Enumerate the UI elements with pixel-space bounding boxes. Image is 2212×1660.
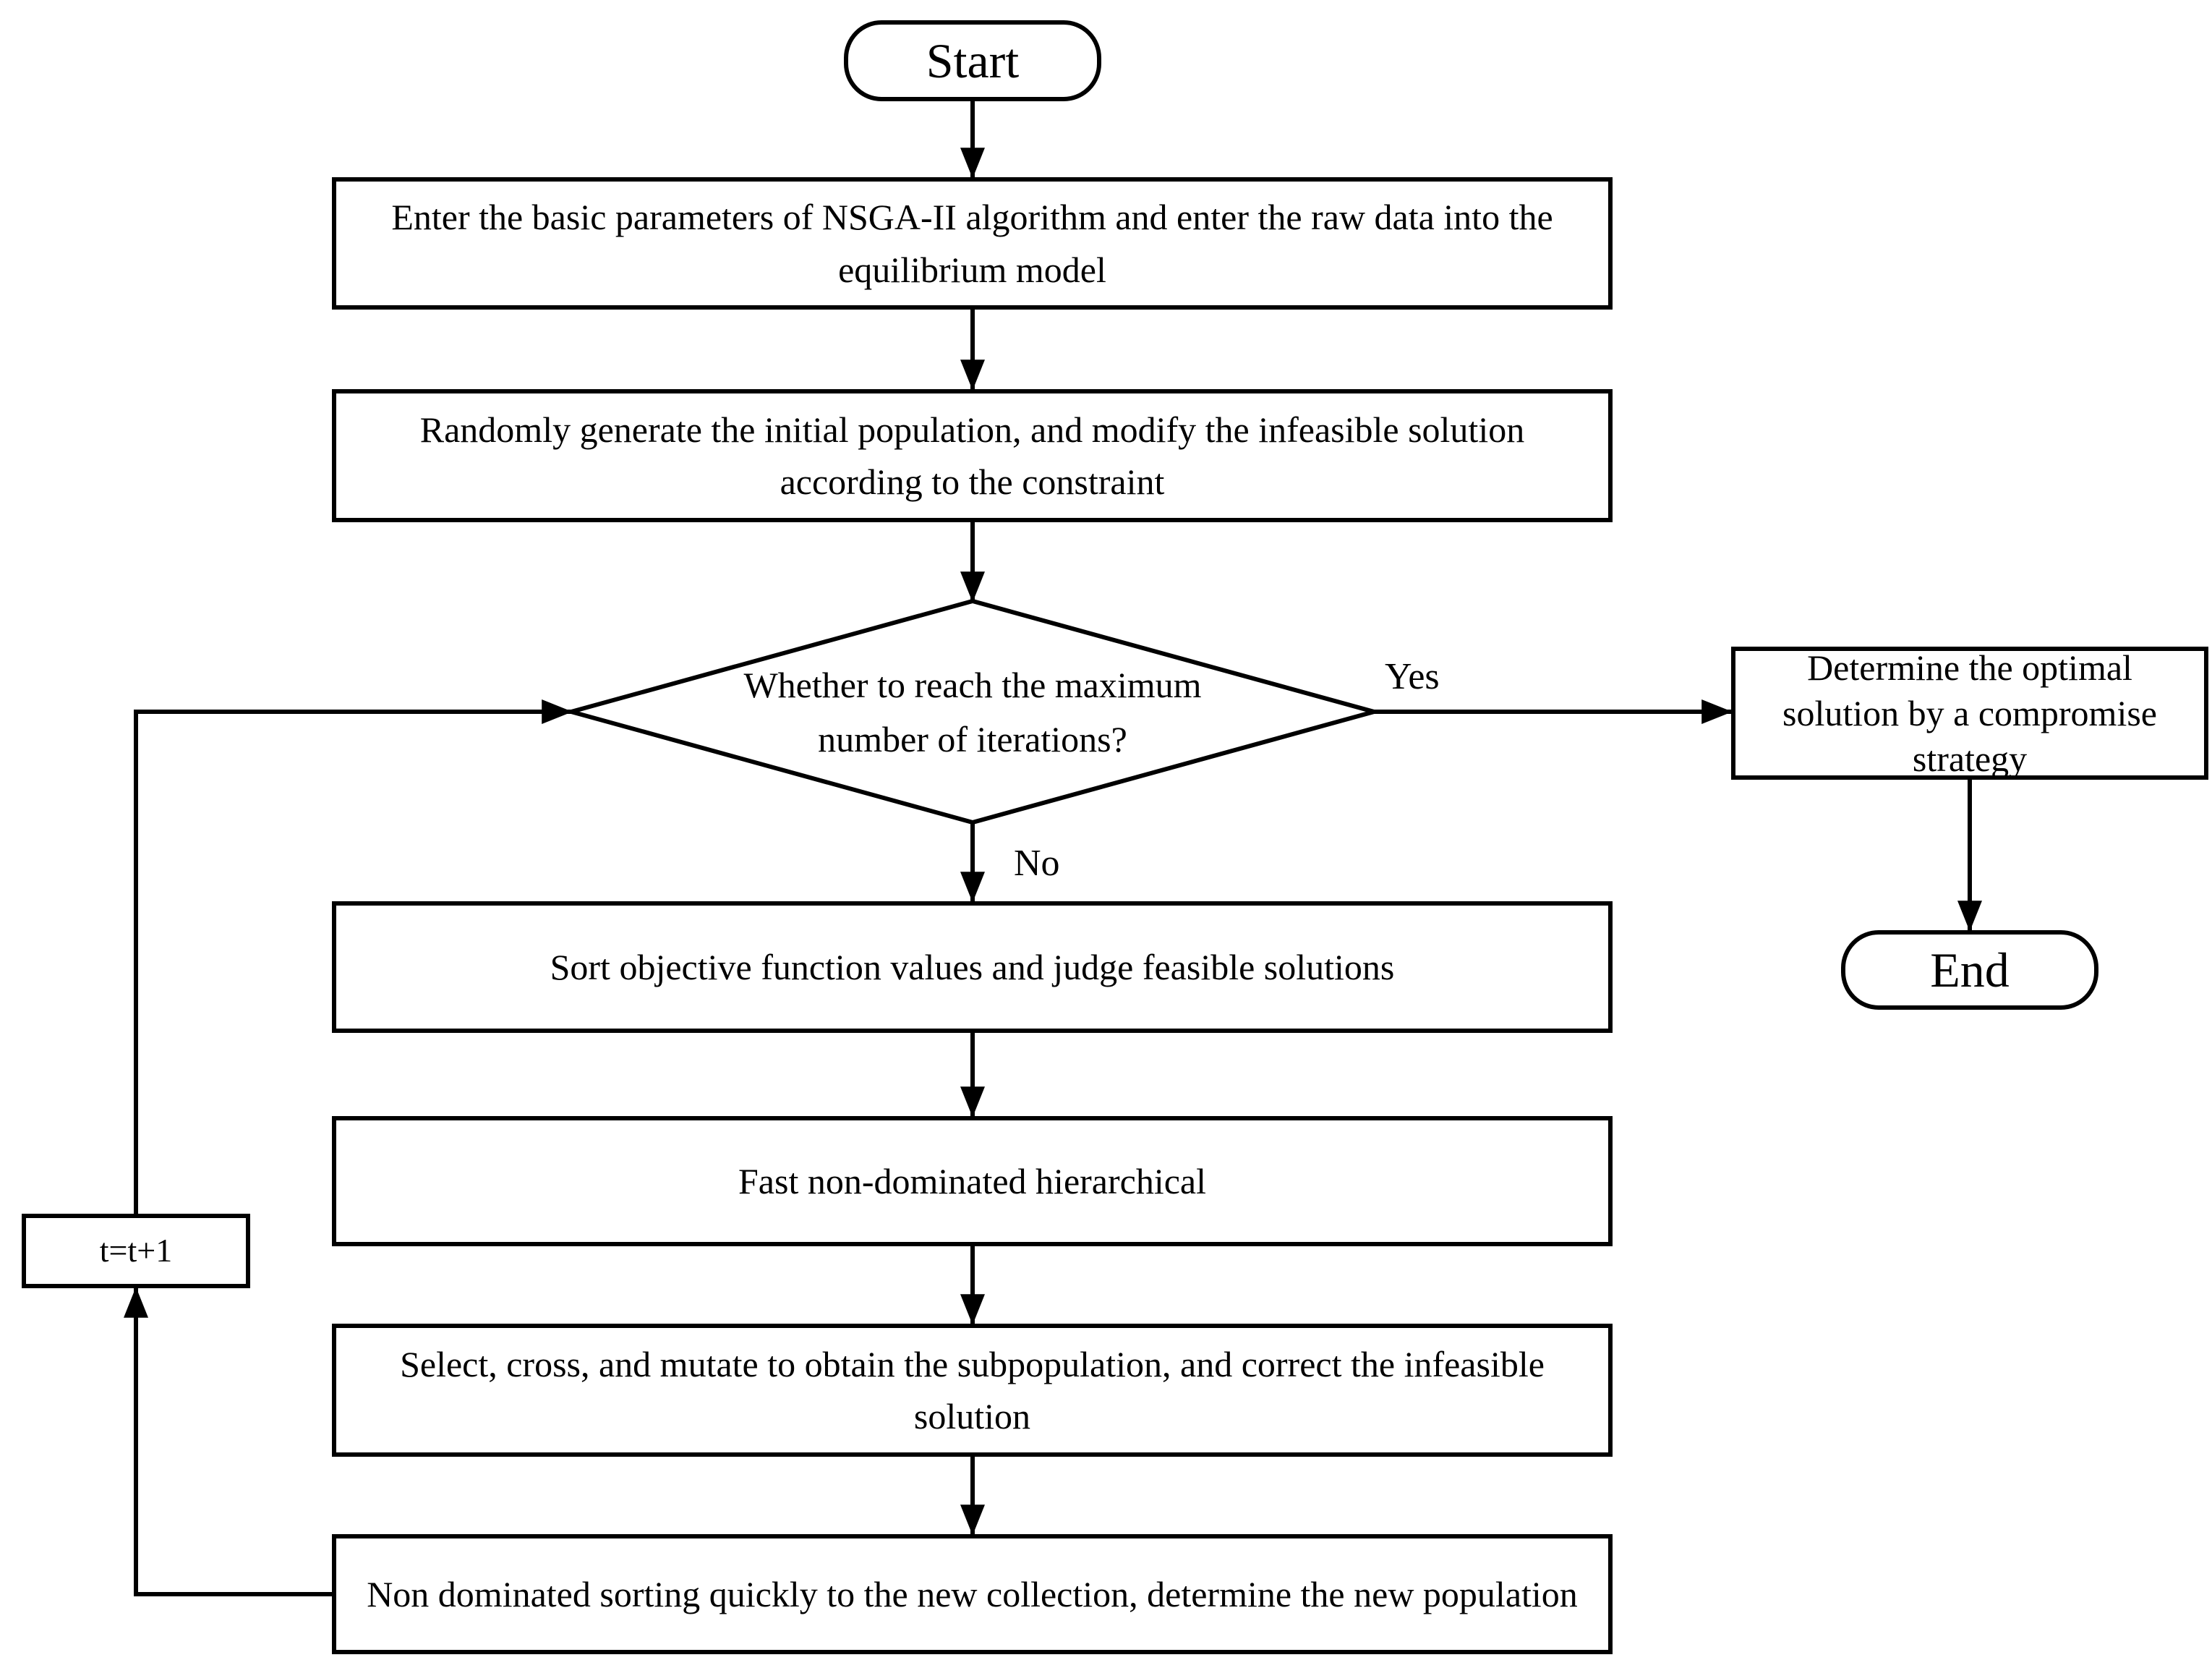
edge-label-yes: Yes — [1385, 656, 1440, 697]
node-fast-nondominated: Fast non-dominated hierarchical — [332, 1116, 1613, 1246]
node-start: Start — [844, 20, 1101, 101]
node-new-population: Non dominated sorting quickly to the new collection, determine the new population — [332, 1534, 1613, 1654]
node-max-iterations-decision: Whether to reach the maximum number of iterations? — [743, 665, 1202, 759]
node-select-cross-mutate: Select, cross, and mutate to obtain the subpopulation, and correct the infeasible solution — [332, 1324, 1613, 1457]
node-compromise-strategy: Determine the optimal solution by a compromise strategy — [1731, 647, 2208, 780]
node-generate-population: Randomly generate the initial population, and modify the infeasible solution according to the constraint — [332, 389, 1613, 522]
node-end: End — [1841, 930, 2098, 1010]
node-enter-parameters: Enter the basic parameters of NSGA-II algorithm and enter the raw data into the equilibrium model — [332, 177, 1613, 310]
node-sort-objective: Sort objective function values and judge feasible solutions — [332, 901, 1613, 1033]
node-increment-counter: t=t+1 — [22, 1214, 250, 1288]
edge-new-population-to-increment-counter — [136, 1288, 332, 1594]
edge-label-no: No — [1014, 843, 1060, 884]
